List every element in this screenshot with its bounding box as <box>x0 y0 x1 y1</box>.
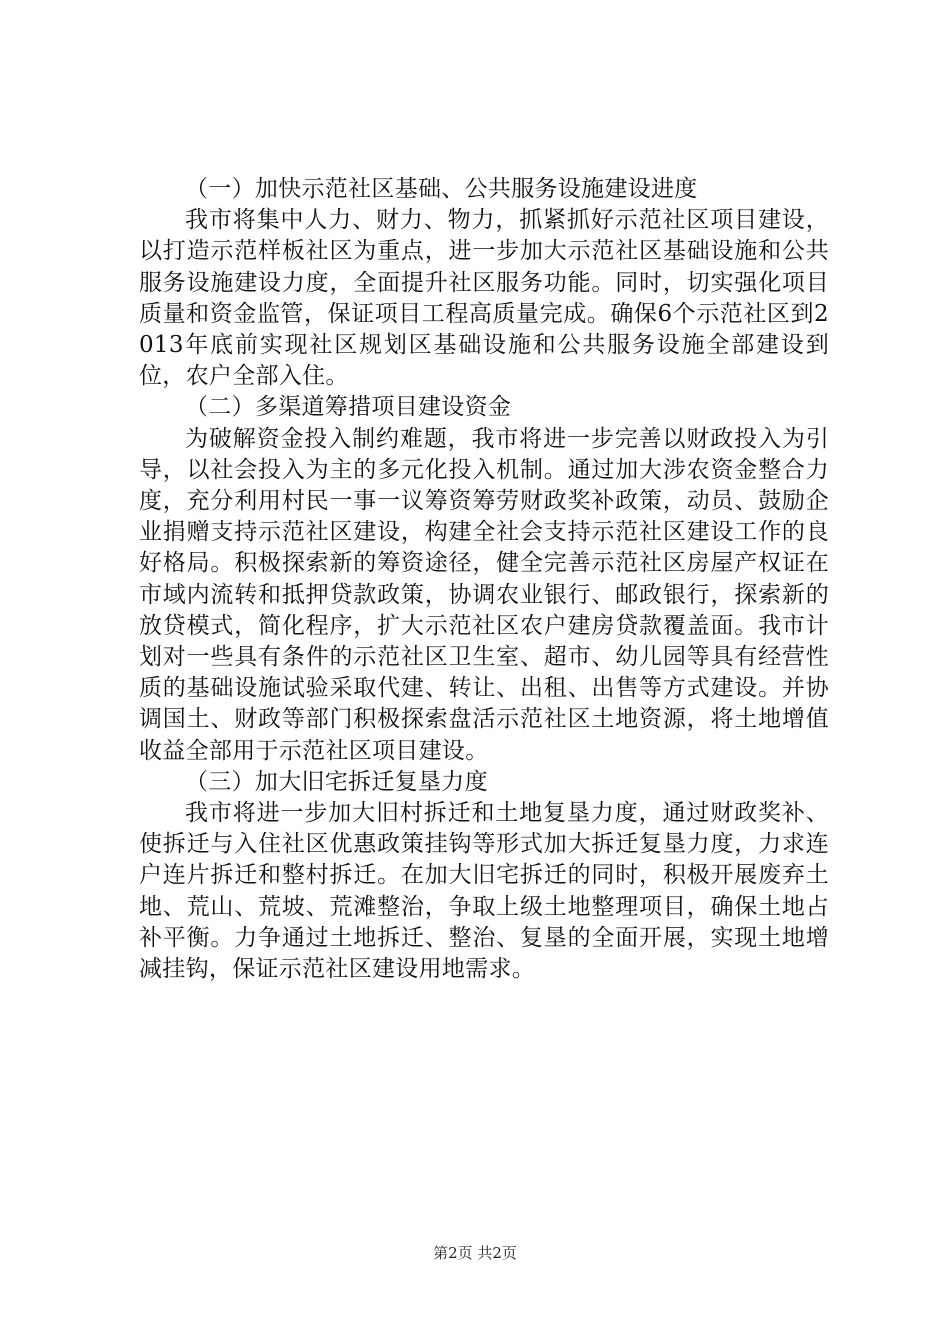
section-paragraph-1: 我市将集中人力、财力、物力，抓紧抓好示范社区项目建设，以打造示范样板社区为重点，进一步加大示范社区基础设施和公共服务设施建设力度，全面提升社区服务功能。同时，切实强化项目质量和资金监管，保证项目工程高质量完成。确保6个示范社区到2013年底前实现社区规划区基础设施和公共服务设施全部建设到位，农户全部入住。 <box>139 207 829 390</box>
section-paragraph-3: 我市将进一步加大旧村拆迁和土地复垦力度，通过财政奖补、使拆迁与入住社区优惠政策挂钩等形式加大拆迁复垦力度，力求连户连片拆迁和整村拆迁。在加大旧宅拆迁的同时，积极开展废弃土地、荒山、荒坡、荒滩整治，争取上级土地整理项目，确保土地占补平衡。力争通过土地拆迁、整治、复垦的全面开展，实现土地增减挂钩，保证示范社区建设用地需求。 <box>139 800 829 983</box>
section-heading-1: （一）加快示范社区基础、公共服务设施建设进度 <box>185 176 698 202</box>
section-paragraph-2: 为破解资金投入制约难题，我市将进一步完善以财政投入为引导，以社会投入为主的多元化投入机制。通过加大涉农资金整合力度，充分利用村民一事一议筹资筹劳财政奖补政策，动员、鼓励企业捐赠支持示范社区建设，构建全社会支持示范社区建设工作的良好格局。积极探索新的筹资途径，健全完善示范社区房屋产权证在市域内流转和抵押贷款政策，协调农业银行、邮政银行，探索新的放贷模式，简化程序，扩大示范社区农户建房贷款覆盖面。我市计划对一些具有条件的示范社区卫生室、超市、幼儿园等具有经营性质的基础设施试验采取代建、转让、出租、出售等方式建设。并协调国土、财政等部门积极探索盘活示范社区土地资源，将土地增值收益全部用于示范社区项目建设。 <box>139 425 829 764</box>
section-heading-3: （三）加大旧宅拆迁复垦力度 <box>185 768 488 795</box>
document-body <box>139 174 829 985</box>
section-heading-2: （二）多渠道筹措项目建设资金 <box>185 394 512 421</box>
page-footer: 第2页 共2页 <box>433 1244 517 1262</box>
